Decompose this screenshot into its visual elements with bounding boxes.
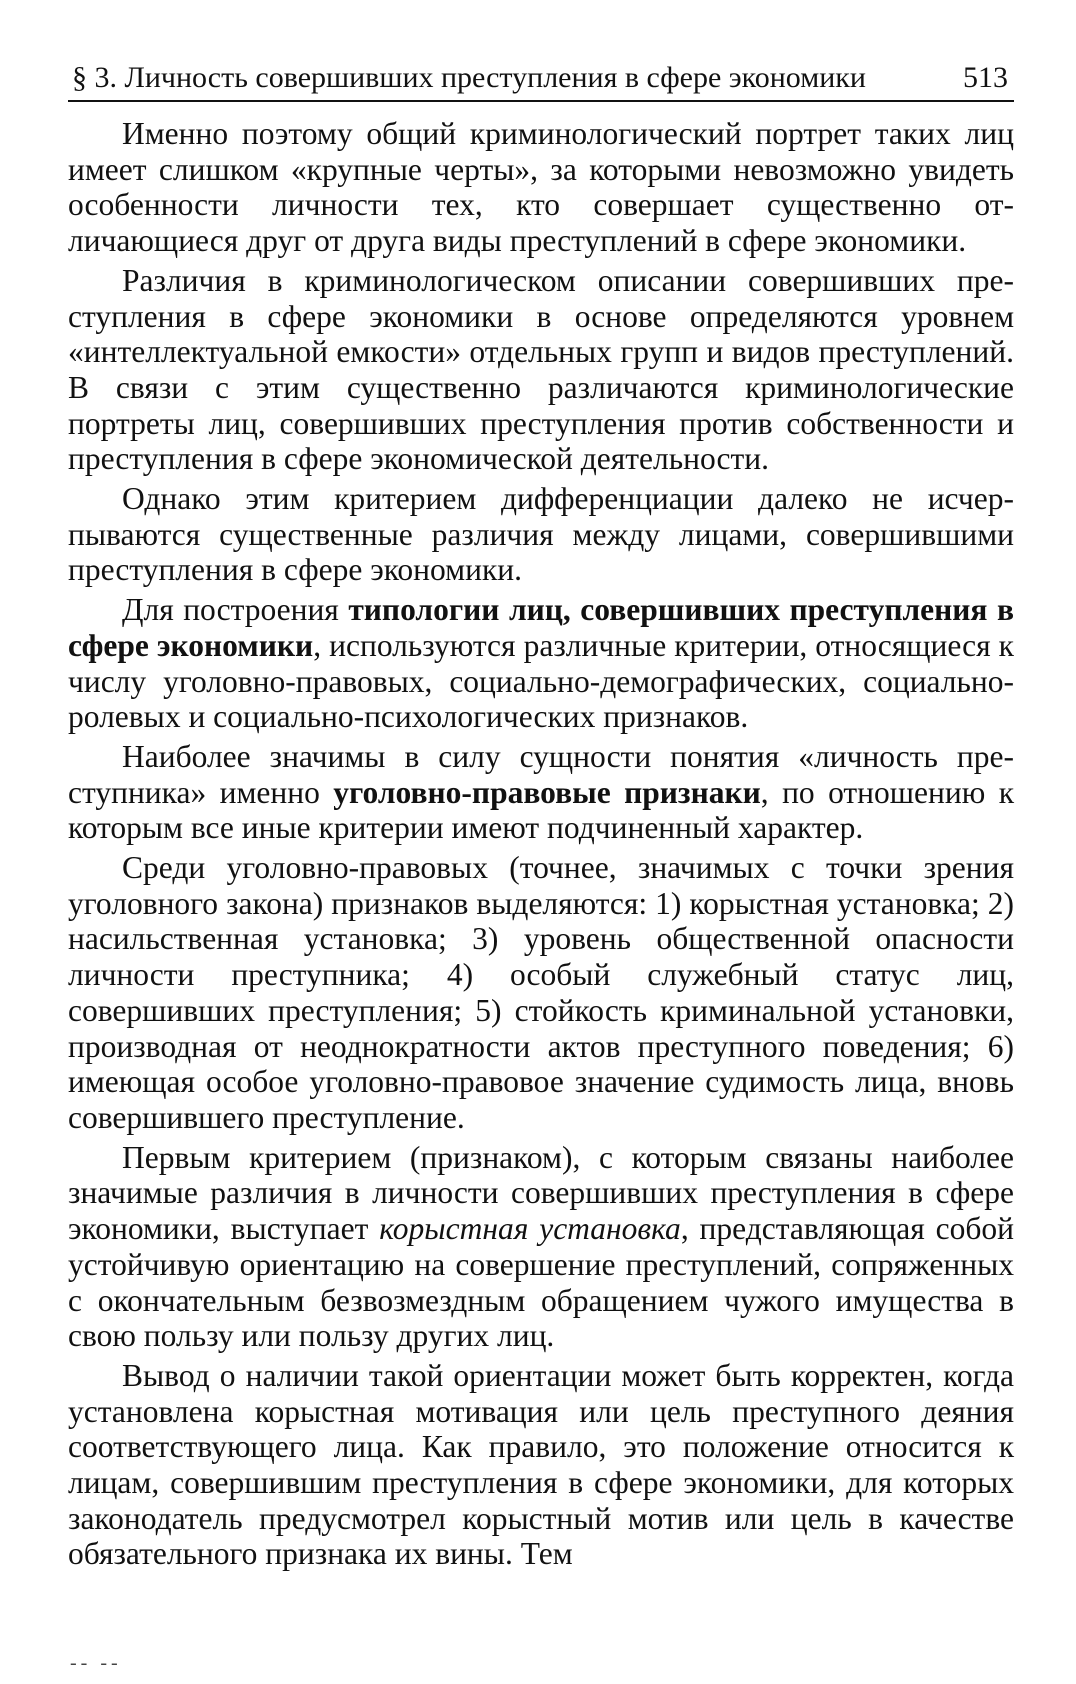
text-run: Для построения [122,592,349,628]
paragraph [68,739,1014,846]
paragraph [68,263,1014,477]
text-run: Первым критерием (признаком), с которым связаны наиболее значимые различия в личности совершивших преступления в сфере экономики, выступает [68,1139,1014,1247]
bold-term: типологии лиц, совершивших преступления в сфере экономики [68,592,1014,663]
paragraph [68,116,1014,259]
text-run: Именно поэтому общий криминологический портрет таких лиц имеет слишком «крупные черты», за которыми невозможно увидеть особенности личности тех, кто совершает существенно отличающиеся друг от друга виды преступлений в сфере экономики. [68,116,1014,259]
paragraph [68,592,1014,735]
section-title: § 3. Личность совершивших преступления в сфере экономики [72,61,866,94]
text-run: , представляющая собой устойчивую ориентацию на совершение преступлений, сопряженных с окончательным безвозмездным обращением чужого имущества в свою пользу или пользу других лиц. [68,1211,1015,1354]
running-head [68,56,1014,102]
text-run: Различия в криминологическом описании совершивших преступления в сфере экономики в основе определяются уровнем «интеллектуальной емкости» отдельных групп и видов преступлений. В связи с этим существенно различаются криминологические портреты лиц, совершивших преступления против собственности и преступления в сфере экономической деятельности. [68,262,1014,477]
text-run: Среди уголовно-правовых (точнее, значимых с точки зрения уголовного закона) признаков выделяются: 1) корыстная установка; 2) насильственная установка; 3) уровень общественной опасности личности преступника; 4) особый служебный статус лиц, совершивших преступления; 5) стойкость криминальной установки, производная от неоднократности актов преступного поведения; 6) имеющая особое уголовно-правовое значение судимость лица, вновь совершившего преступление. [68,850,1014,1135]
italic-term: корыстная установка [379,1211,681,1247]
text-run: Вывод о наличии такой ориентации может быть корректен, когда установлена корыстная мотивация или цель преступного деяния соответствующего лица. Как правило, это положение относится к лицам, совершившим преступления в сфере экономики, для которых законодатель предусмотрел корыстный мотив или цель в качестве обязательного признака их вины. Тем [68,1357,1014,1572]
paragraph [68,1358,1014,1572]
text-run: Наиболее значимы в силу сущности понятия «личность преступника» именно [68,738,1014,810]
body-text [68,116,1014,1572]
text-run: , используются различные критерии, относящиеся к числу уголовно-правовых, социально-демографических, социально-ролевых и социально-психологических признаков. [68,627,1014,735]
text-run: , по отношению к которым все иные критерии имеют подчиненный характер. [68,774,1014,846]
book-page [68,56,1014,1572]
paragraph [68,850,1014,1136]
page-number: 513 [963,61,1008,94]
paragraph [68,1140,1014,1354]
paragraph [68,481,1014,588]
bold-term: уголовно-правовые признаки [333,774,761,810]
text-run: Однако этим критерием дифференциации далеко не исчерпываются существенные различия между лицами, совершившими преступления в сфере экономики. [68,481,1014,588]
printer-signature-mark: -- -- [70,1652,122,1674]
